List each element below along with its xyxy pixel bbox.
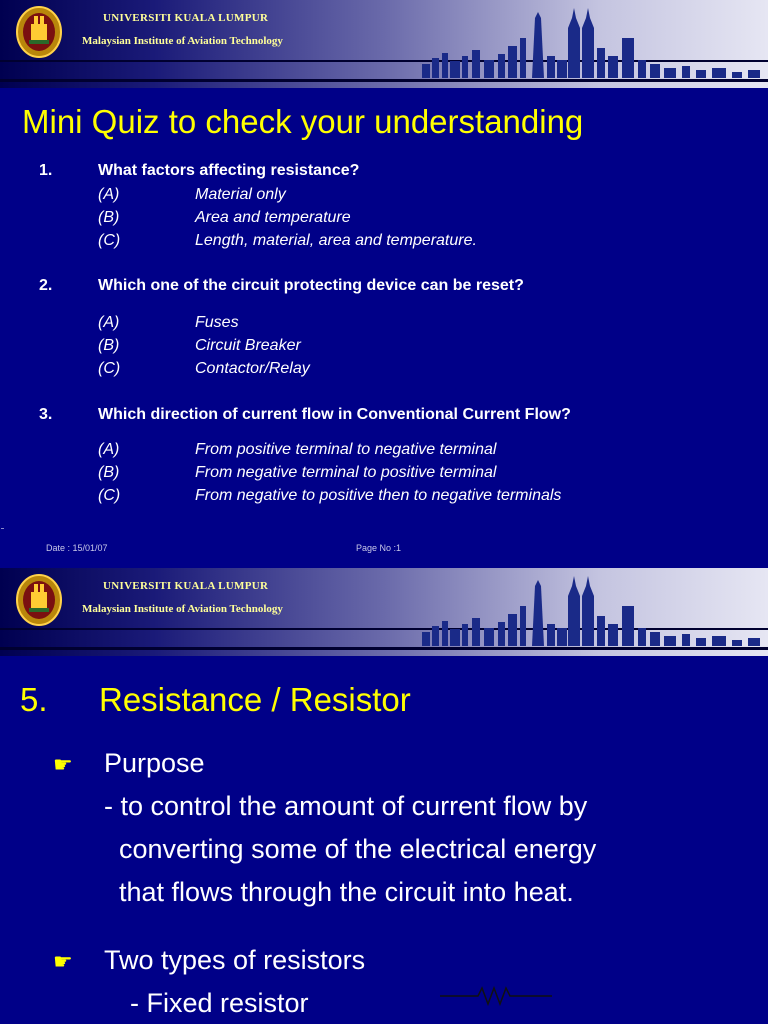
header-banner (0, 568, 768, 656)
types-line: - Fixed resistor (130, 988, 309, 1018)
pointing-hand-icon: ☛ (53, 752, 73, 777)
slide-title: Mini Quiz to check your understanding (22, 103, 584, 140)
university-name: UNIVERSITI KUALA LUMPUR (103, 12, 269, 24)
purpose-line: converting some of the electrical energy (119, 834, 597, 864)
header-banner (0, 0, 768, 88)
institute-name: Malaysian Institute of Aviation Technology (82, 603, 283, 615)
option-text: Fuses (195, 314, 239, 331)
pointing-hand-icon: ☛ (53, 949, 73, 974)
question-text: What factors affecting resistance? (98, 162, 360, 179)
footer-page-number: Page No :1 (356, 543, 402, 553)
purpose-line: that flows through the circuit into heat. (119, 877, 574, 907)
option-letter: (C) (98, 487, 121, 504)
option-text: Area and temperature (195, 209, 351, 226)
option-text: From negative terminal to positive terminal (195, 464, 497, 481)
slide-2 (0, 568, 768, 1024)
university-name: UNIVERSITI KUALA LUMPUR (103, 580, 269, 592)
option-letter: (B) (98, 337, 120, 354)
option-letter: (C) (98, 232, 121, 249)
question-number: 2. (39, 277, 53, 294)
university-crest-icon (16, 574, 62, 626)
option-text: Contactor/Relay (195, 360, 310, 377)
option-letter: (A) (98, 314, 120, 331)
question-number: 1. (39, 162, 53, 179)
question-text: Which one of the circuit protecting device can be reset? (98, 277, 524, 294)
city-skyline-icon (392, 576, 768, 651)
slide-title: Resistance / Resistor (99, 681, 411, 718)
option-letter: (A) (98, 186, 120, 203)
types-heading: Two types of resistors (104, 945, 366, 975)
option-letter: (B) (98, 464, 120, 481)
option-letter: (A) (98, 441, 120, 458)
slide-marker (1, 528, 4, 529)
university-crest-icon (16, 6, 62, 58)
footer-date: Date : 15/01/07 (46, 543, 108, 553)
question-number: 3. (39, 406, 53, 423)
question-text: Which direction of current flow in Conventional Current Flow? (98, 406, 571, 423)
purpose-line: - to control the amount of current flow by (104, 791, 588, 821)
option-text: Material only (195, 186, 286, 203)
city-skyline-icon (392, 8, 768, 83)
option-letter: (C) (98, 360, 121, 377)
option-text: Length, material, area and temperature. (195, 232, 477, 249)
option-text: From positive terminal to negative terminal (195, 441, 497, 458)
slide-title-number: 5. (20, 681, 48, 718)
institute-name: Malaysian Institute of Aviation Technology (82, 35, 283, 47)
option-letter: (B) (98, 209, 120, 226)
resistor-symbol-icon (440, 980, 552, 1010)
option-text: From negative to positive then to negative terminals (195, 487, 562, 504)
option-text: Circuit Breaker (195, 337, 301, 354)
purpose-heading: Purpose (104, 748, 205, 778)
